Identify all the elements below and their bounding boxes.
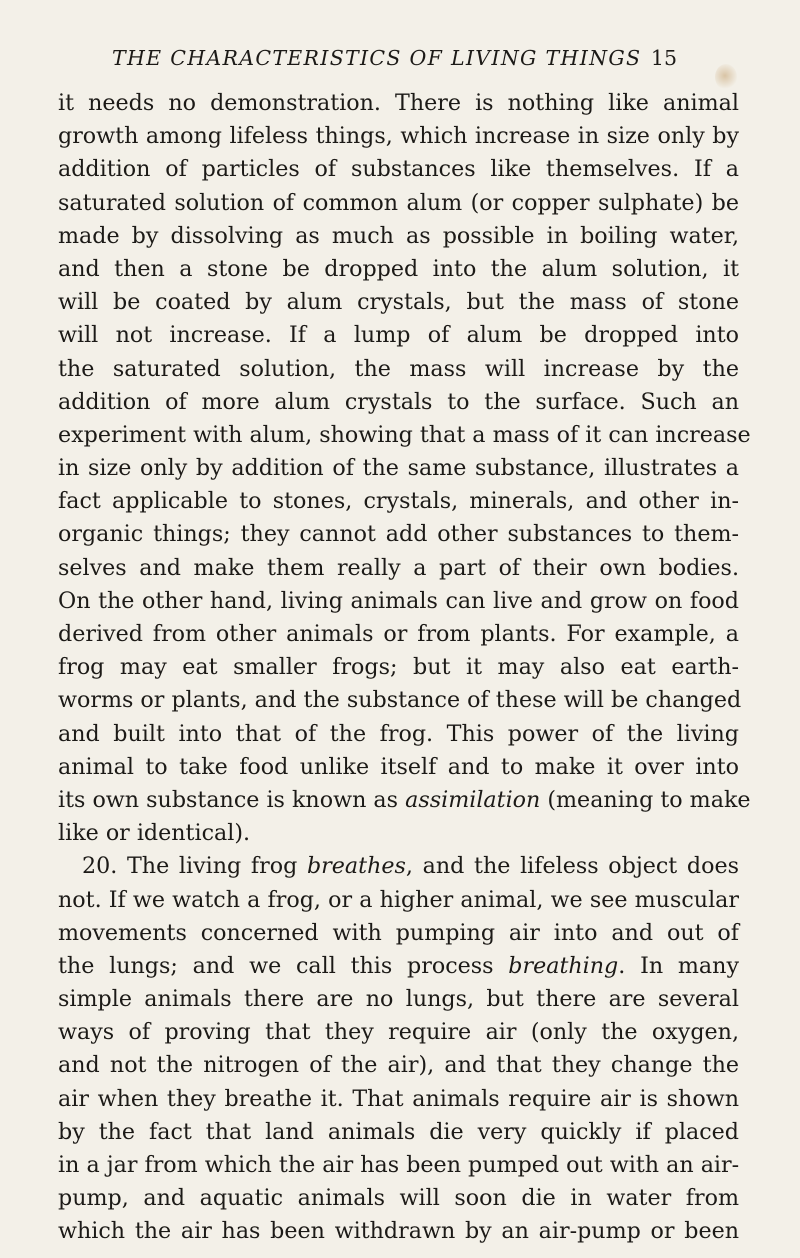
text-line bbox=[58, 1215, 739, 1248]
text-line bbox=[58, 153, 739, 186]
text-run: and then a stone be dropped into the alum solution, it bbox=[58, 255, 739, 282]
text-run: fact applicable to stones, crystals, minerals, and other in- bbox=[58, 488, 739, 515]
text-run: simple animals there are no lungs, but there are several bbox=[58, 986, 739, 1013]
text-line bbox=[58, 784, 751, 817]
text-line bbox=[58, 651, 739, 684]
text-run: which the air has been withdrawn by an air-pump or been bbox=[58, 1218, 739, 1245]
text-run: in size only by addition of the same substance, illustrates a bbox=[58, 455, 739, 482]
text-line bbox=[58, 552, 739, 585]
text-line bbox=[58, 120, 739, 153]
body-text bbox=[58, 87, 751, 1249]
text-line bbox=[58, 684, 742, 717]
text-line bbox=[58, 518, 739, 551]
text-run: (meaning to make bbox=[540, 786, 751, 813]
text-run: ways of proving that they require air (only the oxygen, bbox=[58, 1019, 739, 1046]
text-line bbox=[58, 983, 739, 1016]
text-line bbox=[58, 1182, 739, 1215]
text-run: and not the nitrogen of the air), and that they change the bbox=[58, 1052, 739, 1079]
text-run: selves and make them really a part of their own bodies. bbox=[58, 554, 739, 581]
text-run: the lungs; and we call this process bbox=[58, 952, 509, 979]
text-line bbox=[58, 751, 739, 784]
text-run: movements concerned with pumping air into and out of bbox=[58, 919, 739, 946]
text-run: the saturated solution, the mass will increase by the bbox=[58, 355, 739, 382]
text-run: . In many bbox=[618, 952, 739, 979]
text-run: addition of more alum crystals to the surface. Such an bbox=[58, 388, 739, 415]
text-run: by the fact that land animals die very quickly if placed bbox=[58, 1118, 739, 1145]
text-run: will be coated by alum crystals, but the mass of stone bbox=[58, 289, 739, 316]
text-run: frog may eat smaller frogs; but it may also eat earth- bbox=[58, 654, 739, 681]
text-line bbox=[58, 419, 751, 452]
text-run: not. If we watch a frog, or a higher animal, we see muscular bbox=[58, 886, 739, 913]
text-line bbox=[58, 253, 739, 286]
text-run: like or identical). bbox=[58, 820, 251, 847]
text-line bbox=[58, 319, 739, 352]
italic-term: breathes bbox=[306, 853, 406, 880]
text-line bbox=[58, 850, 739, 883]
text-run: growth among lifeless things, which increase in size only by bbox=[58, 123, 739, 150]
text-run: addition of particles of substances like themselves. If a bbox=[58, 156, 739, 183]
text-run: , and the lifeless object does bbox=[405, 853, 739, 880]
text-line bbox=[58, 452, 739, 485]
page-number: 15 bbox=[650, 46, 677, 70]
text-line bbox=[58, 386, 739, 419]
running-head-title: THE CHARACTERISTICS OF LIVING THINGS bbox=[112, 46, 642, 70]
text-run: pump, and aquatic animals will soon die in water from bbox=[58, 1185, 739, 1212]
text-line bbox=[58, 1016, 739, 1049]
italic-term: assimilation bbox=[405, 786, 541, 813]
text-line bbox=[58, 1116, 739, 1149]
text-line bbox=[58, 353, 739, 386]
text-run: and built into that of the frog. This power of the living bbox=[58, 720, 739, 747]
text-line bbox=[58, 1149, 739, 1182]
text-line bbox=[58, 884, 739, 917]
text-line bbox=[58, 1049, 739, 1082]
text-line bbox=[58, 220, 739, 253]
text-run: in a jar from which the air has been pumped out with an air- bbox=[58, 1152, 740, 1178]
text-line bbox=[58, 817, 739, 850]
text-run: organic things; they cannot add other substances to them- bbox=[58, 521, 739, 548]
text-line bbox=[58, 585, 739, 618]
text-line bbox=[58, 87, 739, 120]
text-line bbox=[58, 950, 739, 983]
text-run: it needs no demonstration. There is nothing like animal bbox=[58, 90, 739, 116]
text-run: On the other hand, living animals can live and grow on food bbox=[58, 587, 739, 614]
text-run: air when they breathe it. That animals require air is shown bbox=[58, 1085, 739, 1112]
text-line bbox=[58, 718, 739, 751]
text-run: derived from other animals or from plants. For example, a bbox=[58, 621, 739, 647]
running-head bbox=[112, 46, 677, 70]
text-run: worms or plants, and the substance of these will be changed bbox=[58, 687, 742, 714]
text-line bbox=[58, 1083, 739, 1116]
text-run: made by dissolving as much as possible in boiling water, bbox=[58, 222, 739, 249]
text-line bbox=[58, 286, 739, 319]
text-line bbox=[58, 485, 739, 518]
text-run: 20. The living frog bbox=[82, 853, 307, 880]
text-run: saturated solution of common alum (or copper sulphate) be bbox=[58, 189, 739, 216]
text-run: animal to take food unlike itself and to make it over into bbox=[58, 753, 739, 780]
text-run: its own substance is known as bbox=[58, 786, 406, 813]
text-line bbox=[58, 187, 739, 220]
text-line bbox=[58, 917, 739, 950]
text-run: will not increase. If a lump of alum be dropped into bbox=[58, 322, 739, 349]
text-run: experiment with alum, showing that a mass of it can increase bbox=[58, 421, 751, 448]
italic-term: breathing bbox=[508, 952, 619, 979]
text-line bbox=[58, 618, 739, 651]
